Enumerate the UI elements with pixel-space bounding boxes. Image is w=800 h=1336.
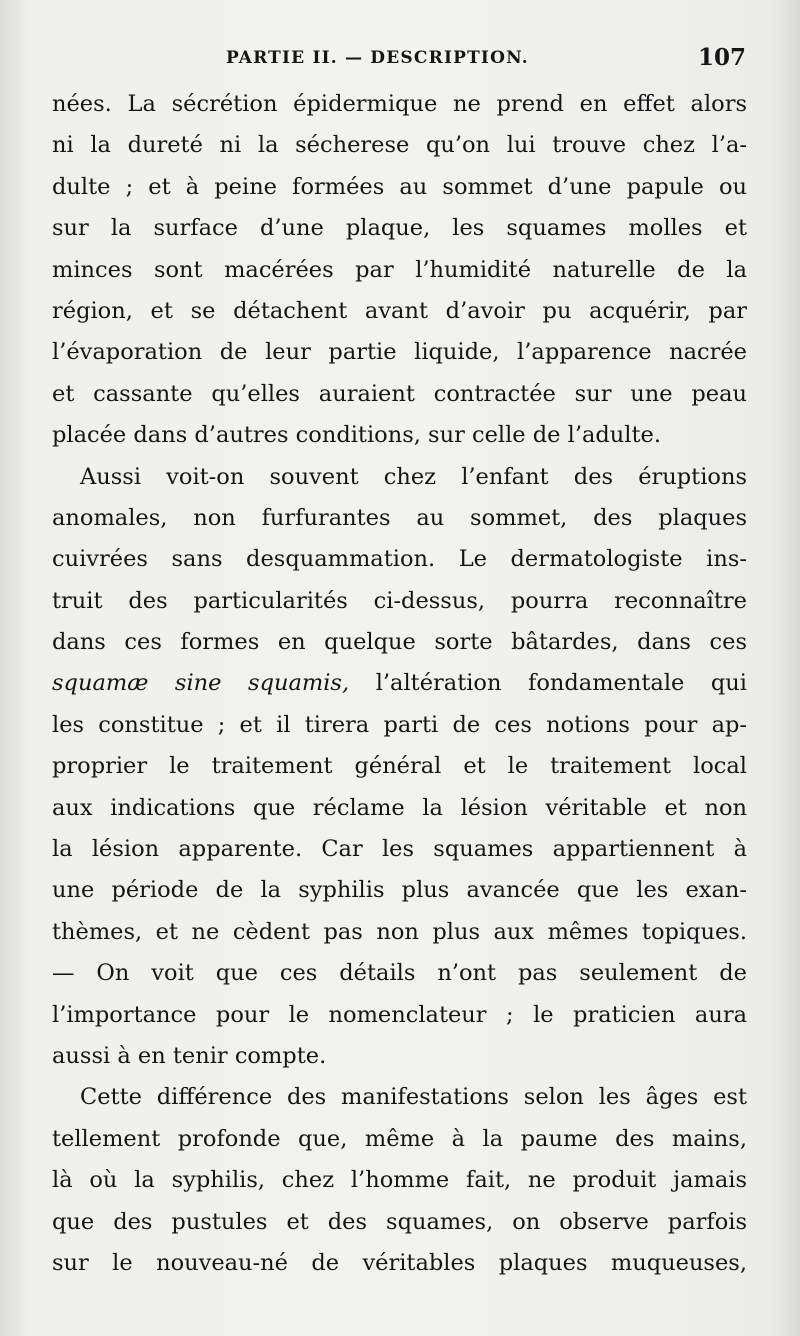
text-line-23: l’importance pour le nomenclateur ; le praticien aura bbox=[52, 1001, 747, 1028]
page-header bbox=[56, 44, 746, 78]
text-line-7: l’évaporation de leur partie liquide, l’apparence nacrée bbox=[52, 339, 747, 366]
text-line-8: et cassante qu’elles auraient contractée sur une peau bbox=[52, 380, 747, 407]
italic-phrase: squamæ sine squamis, bbox=[52, 670, 350, 697]
text-line-14: dans ces formes en quelque sorte bâtardes, dans ces bbox=[52, 629, 747, 656]
text-line-17: proprier le traitement général et le traitement local bbox=[52, 753, 747, 780]
text-line-25: Cette différence des manifestations selon les âges est bbox=[80, 1084, 747, 1111]
text-line-22: — On voit que ces détails n’ont pas seulement de bbox=[52, 960, 747, 987]
text-line-24: aussi à en tenir compte. bbox=[52, 1042, 327, 1069]
text-line-20: une période de la syphilis plus avancée que les exan- bbox=[52, 877, 747, 904]
text-line-3: dulte ; et à peine formées au sommet d’une papule ou bbox=[52, 173, 747, 200]
text-line-13: truit des particularités ci-dessus, pourra reconnaître bbox=[52, 587, 747, 614]
text-line-10: Aussi voit-on souvent chez l’enfant des éruptions bbox=[80, 463, 747, 490]
text-line-26: tellement profonde que, même à la paume des mains, bbox=[52, 1125, 747, 1152]
text-line-9: placée dans d’autres conditions, sur celle de l’adulte. bbox=[52, 422, 661, 449]
text-line-21: thèmes, et ne cèdent pas non plus aux mêmes topiques. bbox=[52, 918, 747, 945]
text-line-6: région, et se détachent avant d’avoir pu acquérir, par bbox=[52, 297, 747, 324]
text-line-15-rest: l’altération fondamentale qui bbox=[375, 670, 747, 697]
body-text bbox=[52, 84, 747, 1284]
text-line-16: les constitue ; et il tirera parti de ces notions pour ap- bbox=[52, 711, 747, 738]
text-line-27: là où la syphilis, chez l’homme fait, ne produit jamais bbox=[52, 1167, 747, 1194]
text-line-29: sur le nouveau-né de véritables plaques muqueuses, bbox=[52, 1249, 747, 1276]
text-line-1: nées. La sécrétion épidermique ne prend en effet alors bbox=[52, 91, 747, 117]
text-line-4: sur la surface d’une plaque, les squames molles et bbox=[52, 215, 747, 242]
text-line-18: aux indications que réclame la lésion véritable et non bbox=[52, 794, 747, 821]
text-line-5: minces sont macérées par l’humidité naturelle de la bbox=[52, 256, 747, 283]
text-line-19: la lésion apparente. Car les squames appartiennent à bbox=[52, 836, 747, 863]
text-line-12: cuivrées sans desquammation. Le dermatologiste ins- bbox=[52, 546, 747, 573]
text-line-28: que des pustules et des squames, on observe parfois bbox=[52, 1208, 747, 1235]
text-line-11: anomales, non furfurantes au sommet, des plaques bbox=[52, 504, 747, 531]
text-line-15 bbox=[52, 663, 747, 704]
text-line-2: ni la dureté ni la sécherese qu’on lui trouve chez l’a- bbox=[52, 132, 747, 159]
page-number: 107 bbox=[697, 44, 746, 71]
running-title: PARTIE II. — DESCRIPTION. bbox=[226, 48, 529, 68]
